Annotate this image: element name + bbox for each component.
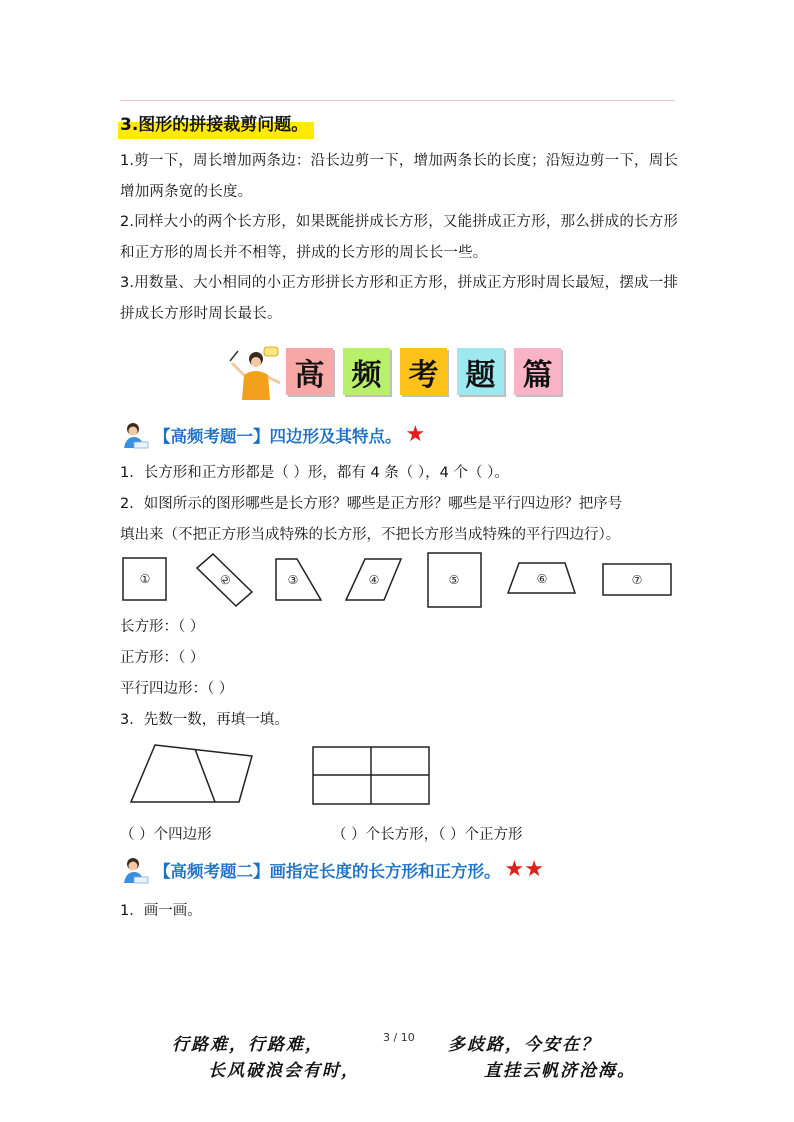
shape-label-4: ④ xyxy=(368,573,380,587)
page-number: 3 / 10 xyxy=(383,1031,415,1044)
footer-poem-line2-left: 长风破浪会有时， xyxy=(208,1061,360,1081)
point-2: 2.同样大小的两个长方形，如果既能拼成长方形，又能拼成正方形，那么拼成的长方形和正方形的周长并不相等，拼成的长方形的周长长一些。 xyxy=(120,214,679,261)
banner-tile-3: 考 xyxy=(400,348,447,395)
answer-parallelogram[interactable]: 平行四边形：（ ） xyxy=(120,681,234,697)
topic1-heading: 【高频考题一】四边形及其特点。 ★ xyxy=(120,420,425,450)
banner-tile-4: 题 xyxy=(457,348,504,395)
difficulty-stars: ★★ xyxy=(504,857,544,882)
shape-label-1: ① xyxy=(139,572,151,586)
shape-label-3: ③ xyxy=(287,573,299,587)
header-rule xyxy=(120,100,675,101)
t2-question-1: 1．画一画。 xyxy=(120,903,202,919)
section-title: 3.图形的拼接裁剪问题。 xyxy=(118,111,314,139)
teacher-illustration xyxy=(226,345,284,400)
footer-poem-line1-left: 行路难，行路难， xyxy=(172,1035,324,1055)
q3-answer-rectangles[interactable]: （ ）个长方形，（ ）个正方形 xyxy=(332,827,523,843)
point-3: 3.用数量、大小相同的小正方形拼长方形和正方形，拼成正方形时周长最短，摆成一排拼成长方形时周长最长。 xyxy=(120,275,679,322)
topic2-heading: 【高频考题二】画指定长度的长方形和正方形。 ★★ xyxy=(120,855,544,885)
shape-3-right-trapezoid xyxy=(276,559,321,600)
t1-question-1: 1．长方形和正方形都是（ ）形，都有 4 条（ ），4 个（ ）。 xyxy=(120,465,509,481)
banner-tile-1: 高 xyxy=(286,348,333,395)
t1-question-2-line2: 填出来（不把正方形当成特殊的长方形，不把长方形当成特殊的平行四边行）。 xyxy=(120,527,621,543)
banner-tile-5: 篇 xyxy=(514,348,561,395)
irregular-quadrilateral xyxy=(131,745,252,802)
shape-label-5: ⑤ xyxy=(448,573,460,587)
point-1: 1.剪一下，周长增加两条边：沿长边剪一下，增加两条长的长度；沿短边剪一下，周长增加两条宽的长度。 xyxy=(120,153,679,200)
counting-figures xyxy=(125,740,445,810)
shape-label-7: ⑦ xyxy=(631,573,643,587)
high-frequency-banner xyxy=(226,345,566,400)
footer-poem-line2-right: 直挂云帆济沧海。 xyxy=(484,1061,636,1081)
student-icon xyxy=(120,855,150,885)
student-icon xyxy=(120,420,150,450)
t1-question-3: 3．先数一数，再填一填。 xyxy=(120,712,289,728)
quadrilateral-figures xyxy=(115,548,685,610)
difficulty-stars: ★ xyxy=(405,422,426,447)
banner-tile-2: 频 xyxy=(343,348,390,395)
shape-label-6: ⑥ xyxy=(536,572,548,586)
answer-rectangle[interactable]: 长方形：（ ） xyxy=(120,619,205,635)
q3-answer-quadrilaterals[interactable]: （ ）个四边形 xyxy=(120,827,212,843)
shape-label-2: ② xyxy=(216,571,234,589)
footer-poem-line1-right: 多歧路，今安在？ xyxy=(448,1035,600,1055)
answer-square[interactable]: 正方形：（ ） xyxy=(120,650,205,666)
t1-question-2-line1: 2．如图所示的图形哪些是长方形？哪些是正方形？哪些是平行四边形？把序号 xyxy=(120,496,623,512)
